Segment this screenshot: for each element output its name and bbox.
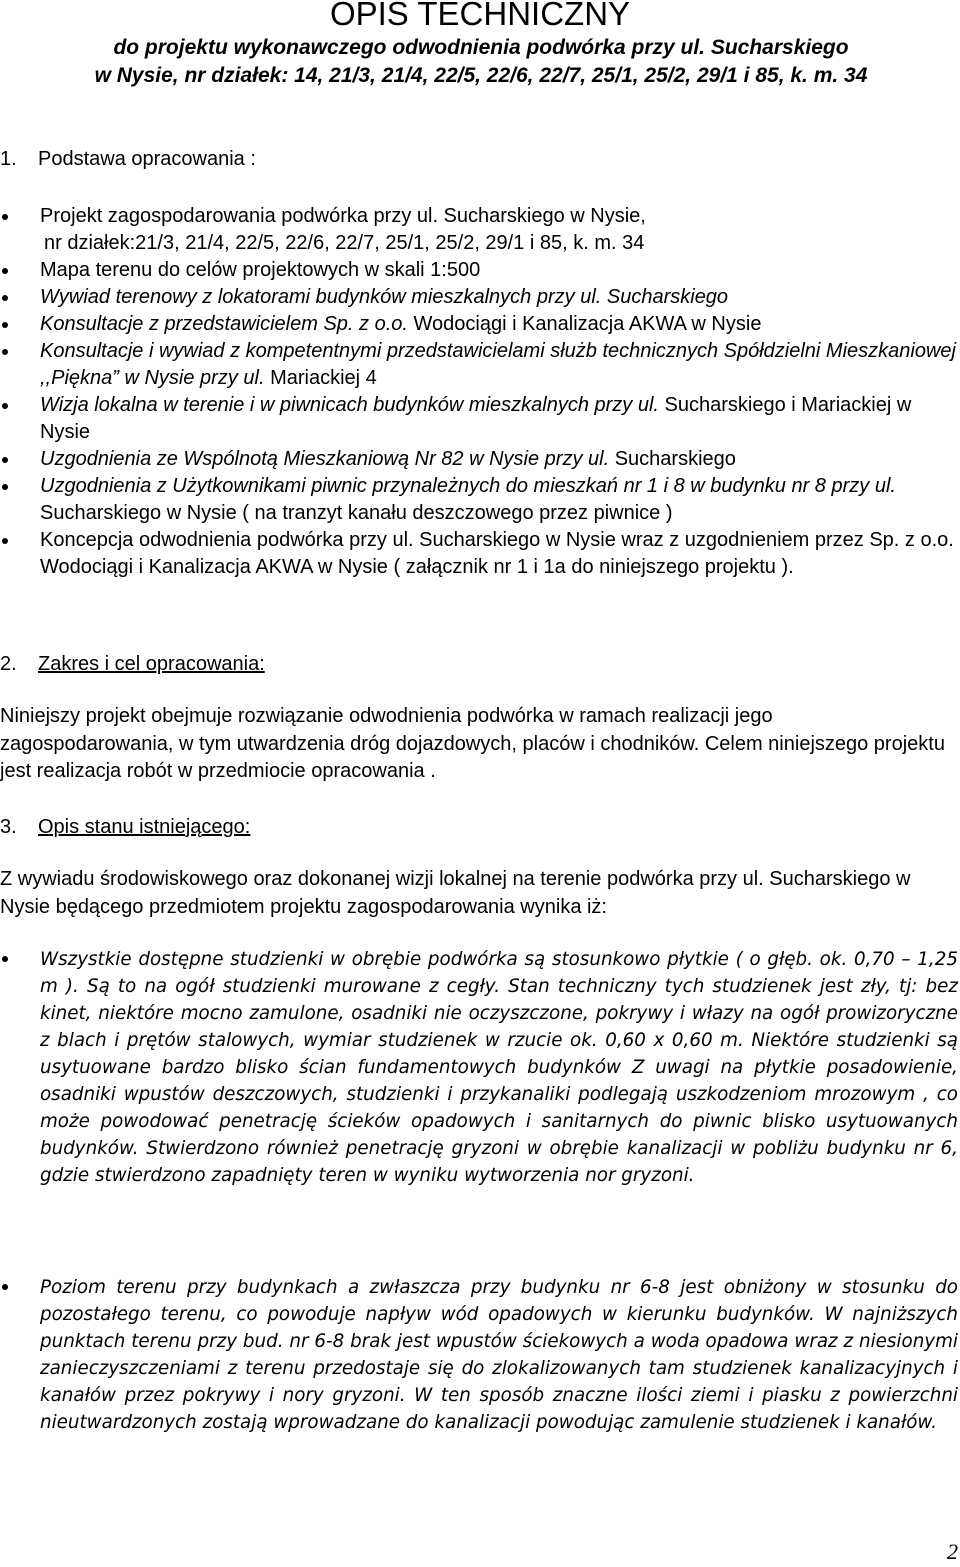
- list-item: Konsultacje z przedstawicielem Sp. z o.o. Wodociągi i Kanalizacja AKWA w Nysie: [0, 311, 960, 338]
- list-item: Uzgodnienia z Użytkownikami piwnic przynależnych do mieszkań nr 1 i 8 w budynku nr 8 przy ul. Sucharskiego w Nysie ( na tranzyt kanału deszczowego przez piwnice ): [0, 473, 960, 527]
- list-item: Poziom terenu przy budynkach a zwłaszcza przy budynku nr 6-8 jest obniżony w stosunku do pozostałego terenu, co powoduje napływ wód opadowych w kierunku budynków. W najniższych punktach terenu przy bud. nr 6-8 brak jest wpustów ściekowych a woda opadowa wraz z niesionymi zanieczyszczeniami z terenu przedostaje się do zlokalizowanych tam studzienek kanalizacyjnych i kanałów przez pokrywy i nory gryzoni. W ten sposób znaczne ilości ziemi i piasku z powierzchni nieutwardzonych zostają wprowadzane do kanalizacji powodując zamulenie studzienek i kanałów.: [0, 1274, 958, 1436]
- subtitle-line-1: do projektu wykonawczego odwodnienia podwórka przy ul. Sucharskiego: [113, 36, 849, 59]
- list-item: Projekt zagospodarowania podwórka przy ul. Sucharskiego w Nysie, nr działek:21/3, 21/4, 22/5, 22/6, 22/7, 25/1, 25/2, 29/1 i 85, k. m. 34: [0, 203, 960, 257]
- list-item: Wywiad terenowy z lokatorami budynków mieszkalnych przy ul. Sucharskiego: [0, 284, 960, 311]
- list-item: Konsultacje i wywiad z kompetentnymi przedstawicielami służb technicznych Spółdzielni Mieszkaniowej ,,Piękna” w Nysie przy ul. Mariackiej 4: [0, 338, 960, 392]
- list-item: Wszystkie dostępne studzienki w obrębie podwórka są stosunkowo płytkie ( o głęb. ok. 0,70 – 1,25 m ). Są to na ogół studzienki murowane z cegły. Stan techniczny tych studzienek jest zły, tj: bez kinet, niektóre mocno zamulone, osadniki nie oczyszczone, pokrywy i włazy na ogół prowizoryczne z blach i prętów stalowych, wymiar studzienek w rzucie ok. 0,60 x 0,60 m. Niektóre studzienki są usytuowane bardzo blisko ścian fundamentowych budynków Z uwagi na płytkie posadowienie, osadniki wpustów deszczowych, studzienki i przykanaliki podlegają uszkodzeniom mrozowym , co może powodować penetrację ścieków opadowych i sanitarnych do piwnic blisko usytuowanych budynków. Stwierdzono również penetrację gryzoni w obrębie kanalizacji w pobliżu budynku nr 6, gdzie stwierdzono zapadnięty teren w wyniku wytworzenia nor gryzoni.: [0, 946, 958, 1189]
- document-subtitle: [2, 34, 960, 90]
- section-1-title: Podstawa opracowania :: [38, 148, 256, 170]
- list-item: Mapa terenu do celów projektowych w skali 1:500: [0, 257, 960, 284]
- section-3-paragraph: Z wywiadu środowiskowego oraz dokonanej wizji lokalnej na terenie podwórka przy ul. Sucharskiego w Nysie będącego przedmiotem projektu zagospodarowania wynika iż:: [0, 868, 911, 918]
- list-item: Uzgodnienia ze Wspólnotą Mieszkaniową Nr 82 w Nysie przy ul. Sucharskiego: [0, 446, 960, 473]
- basis-list: [0, 203, 960, 581]
- document-title: OPIS TECHNICZNY: [329, 0, 631, 32]
- section-1-heading: [0, 146, 256, 172]
- section-2-number: 2.: [0, 653, 17, 675]
- section-3-title: Opis stanu istniejącego:: [38, 816, 251, 838]
- section-3-heading: [0, 814, 250, 840]
- section-2-paragraph: Niniejszy projekt obejmuje rozwiązanie odwodnienia podwórka w ramach realizacji jego zagospodarowania, w tym utwardzenia dróg dojazdowych, placów i chodników. Celem niniejszego projektu jest realizacja robót w przedmiocie opracowania .: [0, 705, 945, 782]
- section-1-number: 1.: [0, 148, 17, 170]
- condition-list-2: [0, 1274, 958, 1436]
- section-3-number: 3.: [0, 816, 17, 838]
- subtitle-line-2: w Nysie, nr działek: 14, 21/3, 21/4, 22/5, 22/6, 22/7, 25/1, 25/2, 29/1 i 85, k. m. 34: [94, 64, 868, 87]
- list-item: Wizja lokalna w terenie i w piwnicach budynków mieszkalnych przy ul. Sucharskiego i Mariackiej w Nysie: [0, 392, 960, 446]
- page-number: 2: [947, 1539, 958, 1564]
- section-2-title: Zakres i cel opracowania:: [38, 653, 265, 675]
- condition-list-1: [0, 946, 958, 1189]
- section-2-heading: [0, 651, 265, 677]
- list-item: Koncepcja odwodnienia podwórka przy ul. Sucharskiego w Nysie wraz z uzgodnieniem przez Sp. z o.o. Wodociągi i Kanalizacja AKWA w Nysie ( załącznik nr 1 i 1a do niniejszego projektu ).: [0, 527, 960, 581]
